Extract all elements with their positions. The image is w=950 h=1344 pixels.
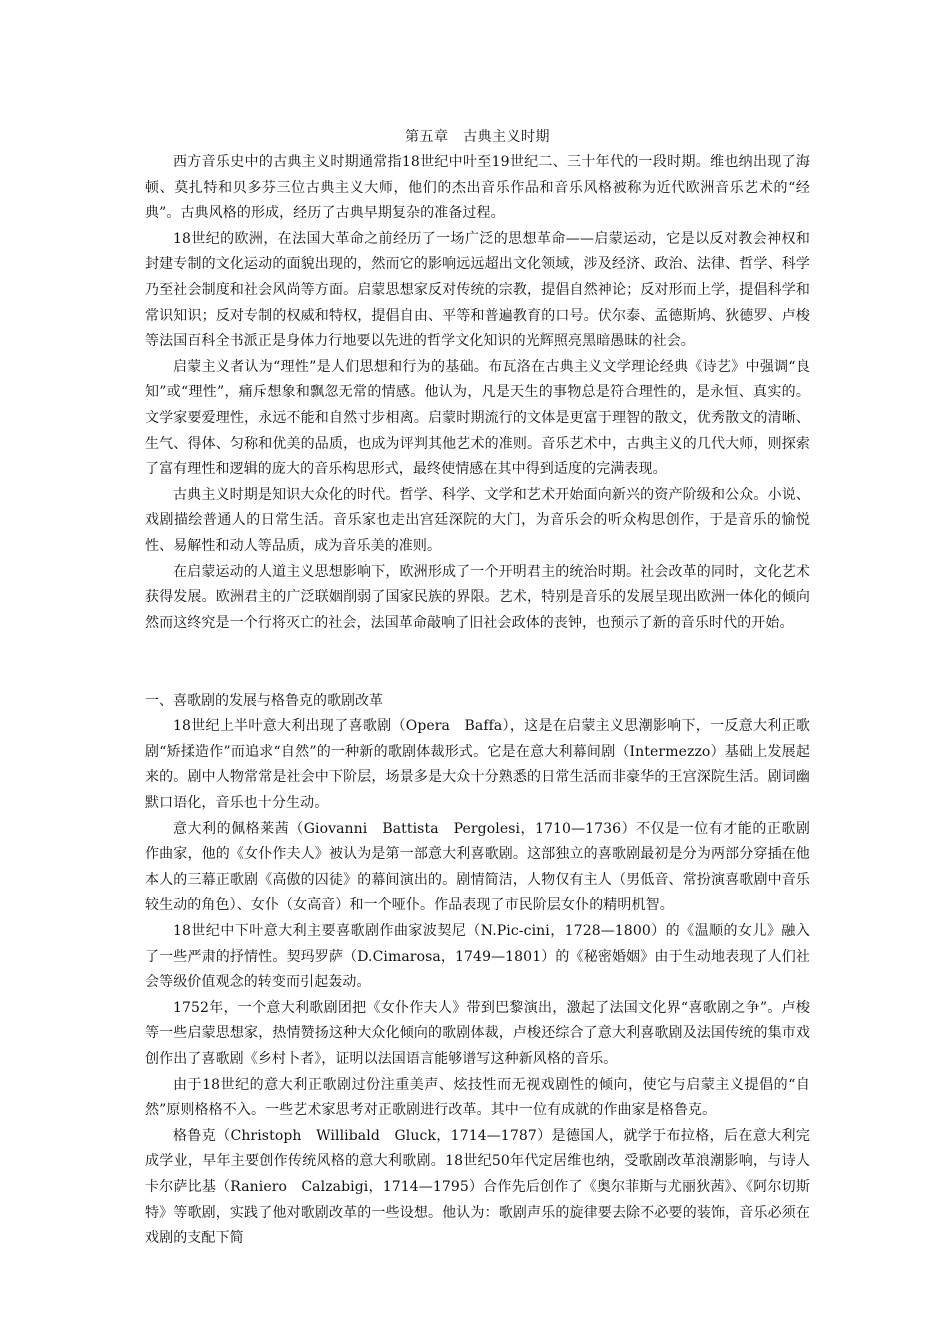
- section-paragraph: 格鲁克（Christoph Willibald Gluck，1714—1787）是德国人，就学于布拉格，后在意大利完成学业，早年主要创作传统风格的意大利歌剧。18世纪50年代定居维也纳，受歌剧改革浪潮影响，与诗人卡尔萨比基（Raniero Calzabigi，1714—1795）合作先后创作了《奥尔菲斯与尤丽狄茜》、《阿尔切斯特》等歌剧，实践了他对歌剧改革的一些设想。他认为：歌剧声乐的旋律要去除不必要的装饰，音乐必须在戏剧的支配下简: [145, 1127, 810, 1247]
- document-body: [145, 124, 810, 1252]
- section-paragraph: 由于18世纪的意大利正歌剧过份注重美声、炫技性而无视戏剧性的倾向，使它与启蒙主义提倡的“自然”原则格格不入。一些艺术家思考对正歌剧进行改革。其中一位有成就的作曲家是格鲁克。: [145, 1076, 810, 1119]
- intro-paragraph: 古典主义时期是知识大众化的时代。哲学、科学、文学和艺术开始面向新兴的资产阶级和公众。小说、戏剧描绘普通人的日常生活。音乐家也走出宫廷深院的大门，为音乐会的听众构思创作，于是音乐的愉悦性、易解性和动人等品质，成为音乐美的准则。: [145, 486, 810, 554]
- intro-paragraph: 西方音乐史中的古典主义时期通常指18世纪中叶至19世纪二、三十年代的一段时期。维也纳出现了海顿、莫扎特和贝多芬三位古典主义大师，他们的杰出音乐作品和音乐风格被称为近代欧洲音乐艺术的“经典”。古典风格的形成，经历了古典早期复杂的准备过程。: [145, 154, 810, 222]
- section-paragraph: 意大利的佩格莱茜（Giovanni Battista Pergolesi，1710—1736）不仅是一位有才能的正歌剧作曲家，他的《女仆作夫人》被认为是第一部意大利喜歌剧。这部独立的喜歌剧最初是分为两部分穿插在他本人的三幕正歌剧《高傲的囚徒》的幕间演出的。剧情简洁，人物仅有主人（男低音、常扮演喜歌剧中音乐较生动的角色）、女仆（女高音）和一个哑仆。作品表现了市民阶层女仆的精明机智。: [145, 820, 810, 914]
- section-paragraph: 18世纪上半叶意大利出现了喜歌剧（Opera Baffa），这是在启蒙主义思潮影响下，一反意大利正歌剧“矫揉造作”而追求“自然”的一种新的歌剧体裁形式。它是在意大利幕间剧（Intermezzo）基础上发展起来的。剧中人物常常是社会中下阶层，场景多是大众十分熟悉的日常生活而非豪华的王宫深院生活。剧词幽默口语化，音乐也十分生动。: [145, 718, 810, 812]
- chapter-title: 第五章 古典主义时期: [405, 129, 550, 145]
- section-paragraph: 18世纪中下叶意大利主要喜歌剧作曲家波契尼（N.Pic-cini，1728—1800）的《温顺的女儿》融入了一些严肃的抒情性。契玛罗萨（D.Cimarosa，1749—1801）的《秘密婚姻》由于生动地表现了人们社会等级价值观念的转变而引起轰动。: [145, 923, 810, 991]
- section-paragraph: 1752年，一个意大利歌剧团把《女仆作夫人》带到巴黎演出，激起了法国文化界“喜歌剧之争”。卢梭等一些启蒙思想家，热情赞扬这种大众化倾向的歌剧体裁，卢梭还综合了意大利喜歌剧及法国传统的集市戏创作出了喜歌剧《乡村卜者》，证明以法国语言能够谱写这种新风格的音乐。: [145, 999, 810, 1067]
- section-spacer: [145, 636, 810, 688]
- intro-paragraph: 在启蒙运动的人道主义思想影响下，欧洲形成了一个开明君主的统治时期。社会改革的同时，文化艺术获得发展。欧洲君主的广泛联姻削弱了国家民族的界限。艺术，特别是音乐的发展呈现出欧洲一体化的倾向然而这终究是一个行将灭亡的社会，法国革命敲响了旧社会政体的丧钟，也预示了新的音乐时代的开始。: [145, 563, 810, 631]
- intro-paragraph: 18世纪的欧洲，在法国大革命之前经历了一场广泛的思想革命——启蒙运动，它是以反对教会神权和封建专制的文化运动的面貌出现的，然而它的影响远远超出文化领域，涉及经济、政治、法律、哲学、科学乃至社会制度和社会风尚等方面。启蒙思想家反对传统的宗教，提倡自然神论；反对形而上学，提倡科学和常识知识；反对专制的权威和特权，提倡自由、平等和普遍教育的口号。伏尔泰、孟德斯鸠、狄德罗、卢梭等法国百科全书派正是身体力行地要以先进的哲学文化知识的光辉照亮黑暗愚昧的社会。: [145, 230, 810, 350]
- section-heading: 一、喜歌剧的发展与格鲁克的歌剧改革: [145, 693, 383, 710]
- intro-paragraph: 启蒙主义者认为“理性”是人们思想和行为的基础。布瓦洛在古典主义文学理论经典《诗艺》中强调“良知”或“理性”，痛斥想象和飘忽无常的情感。他认为，凡是天生的事物总是符合理性的，是永恒、真实的。文学家要爱理性，永远不能和自然寸步相离。启蒙时期流行的文体是更富于理智的散文，优秀散文的清晰、生气、得体、匀称和优美的品质，也成为评判其他艺术的准则。音乐艺术中，古典主义的几代大师，则探索了富有理性和逻辑的庞大的音乐构思形式，最终使情感在其中得到适度的完满表现。: [145, 358, 810, 478]
